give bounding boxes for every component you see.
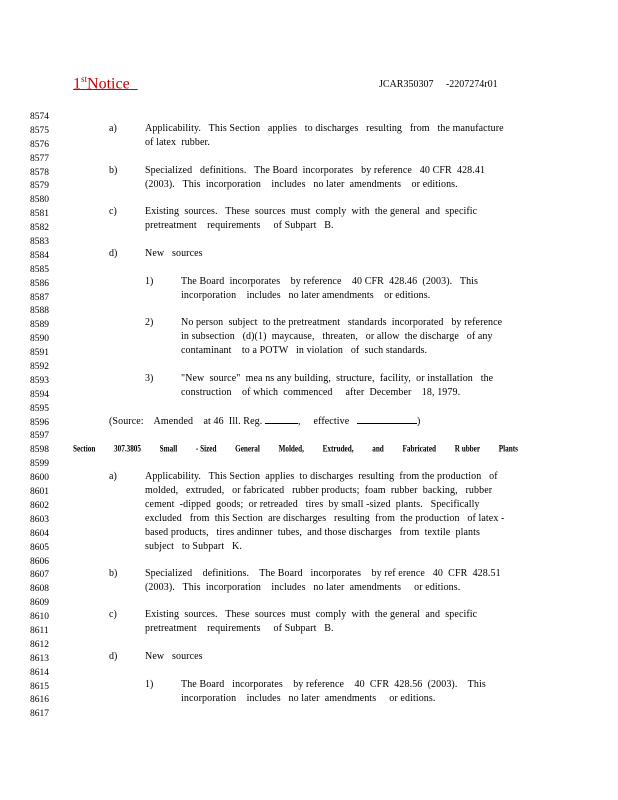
applicability-text-line-4: excluded from this Section are discharges resulting from the production of latex - — [145, 513, 505, 524]
line-number: 8616 — [30, 695, 49, 706]
source-note-close: ) — [417, 416, 421, 427]
new-sources-1-line-1: The Board incorporates by reference 40 CFR 428.46 (2003). This — [181, 276, 479, 287]
notice-ordinal: st — [81, 74, 88, 84]
register-blank — [265, 414, 298, 424]
item-a-label: a) — [109, 123, 117, 134]
line-number: 8611 — [30, 625, 49, 636]
line-number: 8583 — [30, 237, 49, 248]
item-b-label: b) — [109, 568, 118, 579]
applicability-text-line-1: Applicability. This Section applies to discharges resulting from the manufacture — [145, 123, 504, 134]
line-number: 8594 — [30, 389, 49, 400]
section-heading-word: Section — [73, 443, 96, 455]
new-sources-2-line-2: in subsection (d)(1) maycause, threaten, or allow the discharge of any — [181, 331, 493, 342]
line-number: 8578 — [30, 167, 49, 178]
source-note-prefix: (Source: Amended at 46 Ill. Reg. — [109, 416, 263, 427]
existing-sources-line-1: Existing sources. These sources must comply with the general and specific — [145, 609, 478, 620]
line-number: 8588 — [30, 306, 49, 317]
item-a-label: a) — [109, 471, 117, 482]
line-number: 8605 — [30, 542, 49, 553]
section-heading-word: 307.3805 — [114, 443, 141, 455]
line-number: 8608 — [30, 584, 49, 595]
section-heading-word: Fabricated — [402, 443, 437, 455]
applicability-text-line-2: molded, extruded, or fabricated rubber products; foam rubber backing, rubber — [145, 485, 493, 496]
new-sources-1-line-1: The Board incorporates by reference 40 CFR 428.56 (2003). This — [181, 679, 486, 690]
item-d-label: d) — [109, 651, 118, 662]
applicability-text-line-5: based products, tires andinner tubes, and those discharges from textile plants — [145, 527, 481, 538]
line-number: 8606 — [30, 556, 49, 567]
new-sources-2-line-1: No person subject to the pretreatment standards incorporated by reference — [181, 317, 503, 328]
section-heading — [73, 441, 518, 460]
definitions-text-line-2: (2003). This incorporation includes no later amendments or editions. — [145, 179, 458, 190]
line-number: 8581 — [30, 209, 49, 220]
line-number: 8575 — [30, 125, 49, 136]
line-number: 8617 — [30, 709, 49, 720]
notice-number: 1 — [73, 75, 81, 93]
line-number: 8599 — [30, 459, 49, 470]
line-number: 8579 — [30, 181, 49, 192]
definitions-text-line-2: (2003). This incorporation includes no later amendments or editions. — [145, 582, 461, 593]
source-note-effective: , effective — [297, 416, 350, 427]
definitions-text-line-1: Specialized definitions. The Board incorporates by ref erence 40 CFR 428.51 — [145, 568, 501, 579]
line-number: 8589 — [30, 320, 49, 331]
line-number: 8595 — [30, 403, 49, 414]
line-number: 8576 — [30, 139, 49, 150]
section-heading-word: Plants — [498, 443, 518, 455]
section-heading-word: Molded, — [278, 443, 304, 455]
subitem-2-label: 2) — [145, 317, 154, 328]
existing-sources-line-2: pretreatment requirements of Subpart B. — [145, 220, 334, 231]
line-number: 8604 — [30, 528, 49, 539]
line-number: 8601 — [30, 487, 49, 498]
new-sources-3-line-1: "New source" mea ns any building, structure, facility, or installation the — [181, 373, 494, 384]
line-number: 8596 — [30, 417, 49, 428]
line-numbers — [30, 111, 49, 722]
line-number: 8597 — [30, 431, 49, 442]
line-number: 8580 — [30, 195, 49, 206]
line-number: 8609 — [30, 598, 49, 609]
notice-heading — [73, 74, 138, 93]
section-heading-word: and — [372, 443, 384, 455]
line-number: 8613 — [30, 653, 49, 664]
subitem-1-label: 1) — [145, 276, 154, 287]
line-number: 8577 — [30, 153, 49, 164]
section-heading-word: Extruded, — [322, 443, 354, 455]
new-sources-heading: New sources — [145, 248, 203, 259]
section-heading-word: - Sized — [195, 443, 217, 455]
item-d-label: d) — [109, 248, 118, 259]
line-number: 8603 — [30, 514, 49, 525]
line-number: 8607 — [30, 570, 49, 581]
line-number: 8592 — [30, 362, 49, 373]
line-number: 8585 — [30, 264, 49, 275]
line-number: 8584 — [30, 250, 49, 261]
source-note — [109, 414, 420, 429]
subitem-1-label: 1) — [145, 679, 154, 690]
line-number: 8598 — [30, 445, 49, 456]
document-code: JCAR350307 -2207274r01 — [379, 79, 498, 90]
line-number: 8614 — [30, 667, 49, 678]
notice-word: Notice — [87, 75, 130, 93]
item-c-label: c) — [109, 609, 117, 620]
subitem-3-label: 3) — [145, 373, 154, 384]
new-sources-heading: New sources — [145, 651, 203, 662]
line-number: 8582 — [30, 223, 49, 234]
section-heading-word: Small — [159, 443, 178, 455]
applicability-text-line-2: of latex rubber. — [145, 137, 211, 148]
line-number: 8615 — [30, 681, 49, 692]
definitions-text-line-1: Specialized definitions. The Board incorporates by reference 40 CFR 428.41 — [145, 165, 486, 176]
new-sources-3-line-2: construction of which commenced after December 18, 1979. — [181, 387, 461, 398]
line-number: 8574 — [30, 112, 49, 122]
line-number: 8600 — [30, 473, 49, 484]
line-number: 8586 — [30, 278, 49, 289]
line-number: 8602 — [30, 500, 49, 511]
section-heading-word: R ubber — [454, 443, 481, 455]
applicability-text-line-6: subject to Subpart K. — [145, 541, 242, 552]
new-sources-1-line-2: incorporation includes no later amendments or editions. — [181, 290, 431, 301]
line-number: 8590 — [30, 334, 49, 345]
line-number: 8610 — [30, 612, 49, 623]
existing-sources-line-1: Existing sources. These sources must comply with the general and specific — [145, 206, 478, 217]
effective-date-blank — [357, 414, 417, 424]
new-sources-1-line-2: incorporation includes no later amendments or editions. — [181, 693, 436, 704]
line-number: 8587 — [30, 292, 49, 303]
item-b-label: b) — [109, 165, 118, 176]
new-sources-2-line-3: contaminant to a POTW in violation of such standards. — [181, 345, 428, 356]
existing-sources-line-2: pretreatment requirements of Subpart B. — [145, 623, 334, 634]
line-number: 8593 — [30, 375, 49, 386]
applicability-text-line-1: Applicability. This Section applies to discharges resulting from the production of — [145, 471, 498, 482]
line-number: 8591 — [30, 348, 49, 359]
item-c-label: c) — [109, 206, 117, 217]
line-number: 8612 — [30, 639, 49, 650]
applicability-text-line-3: cement -dipped goods; or retreaded tires by small -sized plants. Specifically — [145, 499, 480, 510]
section-heading-word: General — [235, 443, 260, 455]
